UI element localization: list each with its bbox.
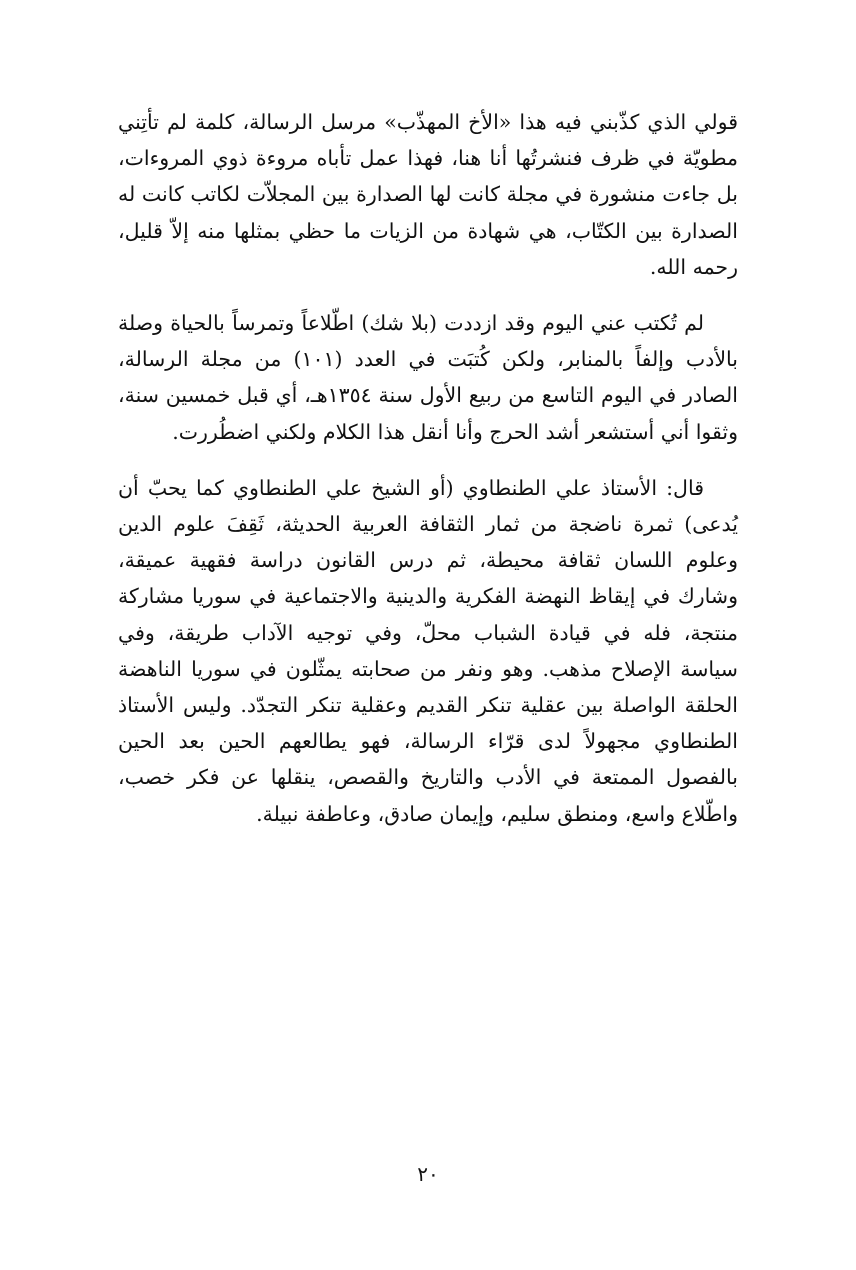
body-text <box>118 104 738 832</box>
page-number: ٢٠ <box>417 1162 439 1186</box>
paragraph-3: قال: الأستاذ علي الطنطاوي (أو الشيخ علي الطنطاوي كما يحبّ أن يُدعى) ثمرة ناضجة من ثمار الثقافة العربية الحديثة، ثَقِفَ علوم الدين وعلوم اللسان ثقافة محيطة، ثم درس القانون دراسة فقهية عميقة، وشارك في إيقاظ النهضة الفكرية والدينية والاجتماعية في سوريا مشاركة منتجة، فله في قيادة الشباب محلّ، وفي توجيه الآداب طريقة، وفي سياسة الإصلاح مذهب. وهو ونفر من صحابته يمثّلون في سوريا الناهضة الحلقة الواصلة بين عقلية تنكر القديم وعقلية تنكر التجدّد. وليس الأستاذ الطنطاوي مجهولاً لدى قرّاء الرسالة، فهو يطالعهم الحين بعد الحين بالفصول الممتعة في الأدب والتاريخ والقصص، ينقلها عن فكر خصب، واطّلاع واسع، ومنطق سليم، وإيمان صادق، وعاطفة نبيلة. <box>118 475 738 826</box>
paragraph-2: لم تُكتب عني اليوم وقد ازددت (بلا شك) اطّلاعاً وتمرساً بالحياة وصلة بالأدب وإلفاً بالمنابر، ولكن كُتبَت في العدد (١٠١) من مجلة الرسالة، الصادر في اليوم التاسع من ربيع الأول سنة ١٣٥٤هـ، أي قبل خمسين سنة، وثقوا أني أستشعر أشد الحرج وأنا أنقل هذا الكلام ولكني اضطُررت. <box>118 311 738 444</box>
paragraph-1: قولي الذي كذّبني فيه هذا «الأخ المهذّب» مرسل الرسالة، كلمة لم تأتِني مطويّة في ظرف فنشرتُها أنا هنا، فهذا عمل تأباه مروءة ذوي المروءات، بل جاءت منشورة في مجلة كانت لها الصدارة بين المجلاّت لكاتب كانت له الصدارة بين الكتّاب، هي شهادة من الزيات ما حظي بمثلها منه إلاّ قليل، رحمه الله. <box>118 110 738 279</box>
